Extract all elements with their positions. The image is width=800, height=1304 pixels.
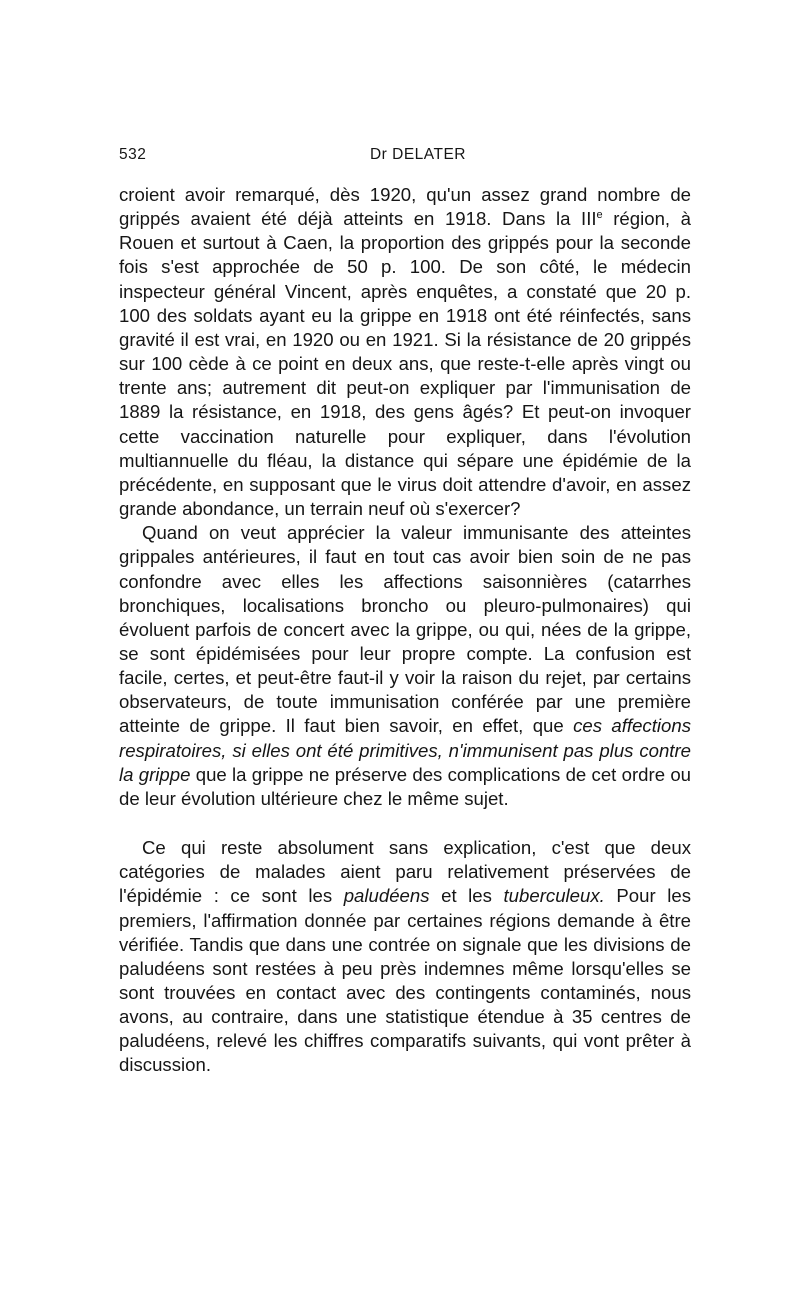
paragraph-3-italic-paludeens: paludéens: [343, 885, 430, 907]
running-head: Dr DELATER: [369, 146, 466, 163]
paragraph-1: [119, 183, 691, 521]
paragraph-1-text-a: croient avoir remarqué, dès 1920, qu'un assez grand nombre de grippés avaient été déjà atteints en 1918. Dans la III: [119, 184, 691, 230]
paragraph-2-italic: ces affections respiratoires, si elles ont été primitives, n'immunisent pas plus contre la grippe: [119, 715, 691, 785]
paragraph-3-text-b: et les: [429, 885, 504, 907]
paragraph-2-text-a: Quand on veut apprécier la valeur immunisante des atteintes grippales antérieures, il faut en tout cas avoir bien soin de ne pas confondre avec elles les affections saisonnières (catarrhes bronchiques, localisations broncho ou pleuro-pulmonaires) qui évoluent parfois de concert avec la grippe, ou qui, nées de la grippe, se sont épidémisées pour leur propre compte. La confusion est facile, certes, et peut-être faut-il y voir la raison du rejet, par certains observateurs, de toute immunisation conférée par une première atteinte de grippe. Il faut bien savoir, en effet, que: [119, 522, 691, 737]
paragraph-2-text-b: que la grippe ne préserve des complications de cet ordre ou de leur évolution ultérieure chez le même sujet.: [119, 763, 691, 809]
paragraph-3: [119, 836, 691, 1078]
page-header: [119, 146, 691, 170]
body-text: [119, 183, 691, 1078]
paragraph-3-text-c: Pour les premiers, l'affirmation donnée par certaines régions demande à être vérifiée. Tandis que dans une contrée on signale que les divisions de paludéens sont restées à peu près indemnes même lorsqu'elles se sont trouvées en contact avec des contingents contaminés, nous avons, au contraire, dans une statistique étendue à 35 centres de paludéens, relevé les chiffres comparatifs suivants, qui vont prêter à discussion.: [119, 885, 691, 1076]
paragraph-2: [119, 521, 691, 811]
paragraph-3-italic-tuberculeux: tuberculeux.: [503, 885, 605, 907]
page-number: 532: [119, 146, 147, 163]
paragraph-3-text-a: Ce qui reste absolument sans explication, c'est que deux catégories de malades aient paru relativement préservées de l'épidémie : ce sont les: [119, 837, 691, 907]
ordinal-superscript: e: [596, 208, 603, 221]
paragraph-1-text-b: région, à Rouen et surtout à Caen, la proportion des grippés pour la seconde fois s'est approchée de 50 p. 100. De son côté, le médecin inspecteur général Vincent, après enquêtes, a constaté que 20 p. 100 des soldats ayant eu la grippe en 1918 ont été réinfectés, sans gravité il est vrai, en 1920 ou en 1921. Si la résistance de 20 grippés sur 100 cède à ce point en deux ans, que reste-t-elle après vingt ou trente ans; autrement dit peut-on expliquer par l'immunisation de 1889 la résistance, en 1918, des gens âgés? Et peut-on invoquer cette vaccination naturelle pour expliquer, dans l'évolution multiannuelle du fléau, la distance qui sépare une épidémie de la précédente, en supposant que le virus doit attendre d'avoir, en assez grande abondance, un terrain neuf où s'exercer?: [119, 208, 691, 520]
